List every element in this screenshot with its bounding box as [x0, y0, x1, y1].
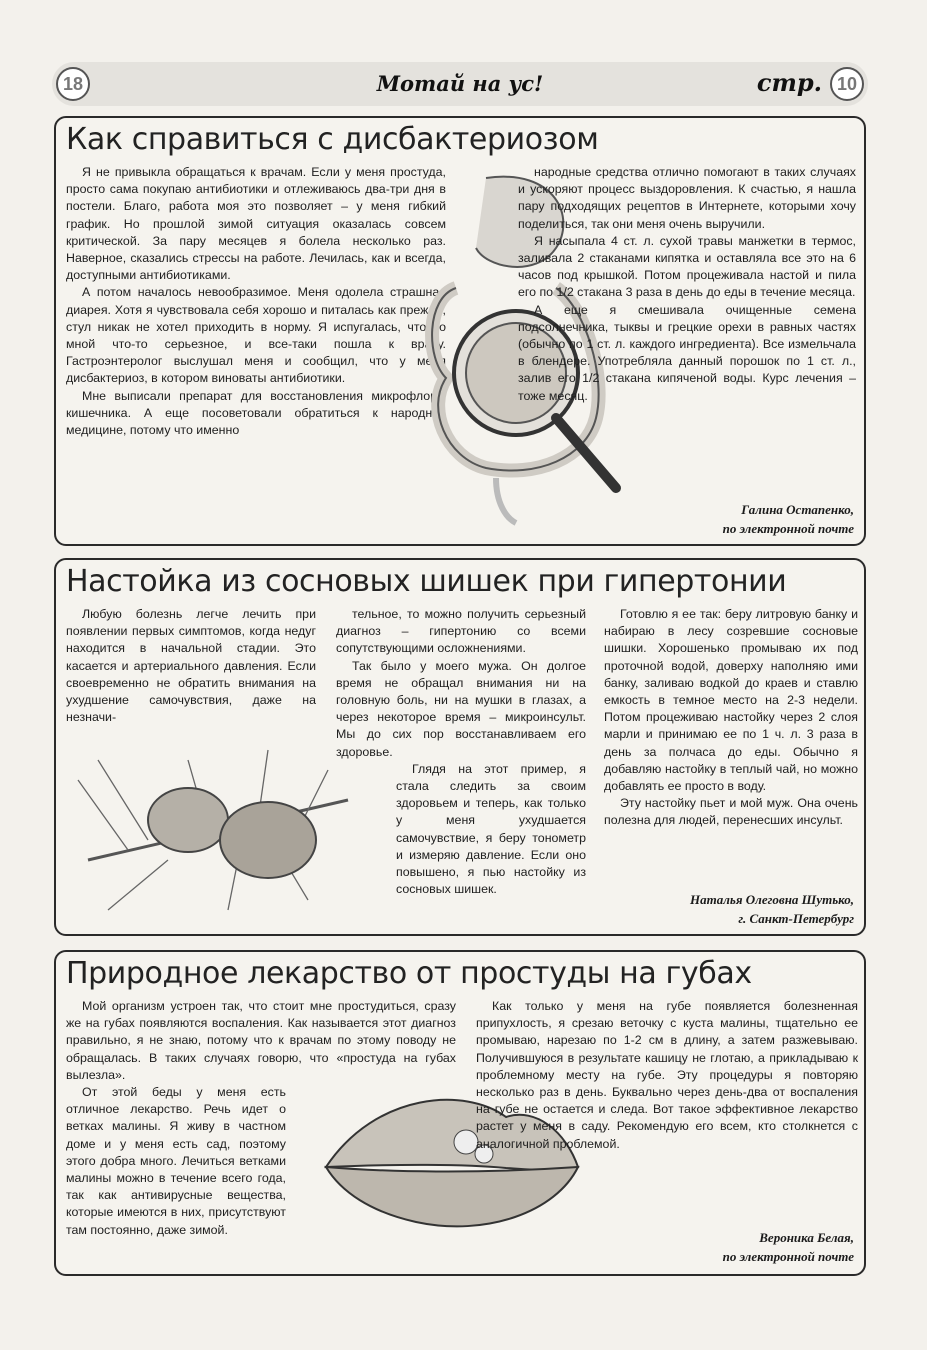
- article-title: Как справиться с дисбактериозом: [66, 122, 599, 157]
- paragraph: Я не привыкла обращаться к врачам. Если у меня простуда, просто сама покупаю антибиотики и отлеживаюсь два-три дня в постели. Благо, работа моя это позволяет – у меня гибкий график. Но прошлой зимой ситуация оказалась совсем критической. За пару месяцев я болела несколько раз. Наверное, сказались стрессы на работе. Лечилась, как и всегда, доступными антибиотиками.: [66, 165, 446, 283]
- article-title: Настойка из сосновых шишек при гипертонии: [66, 564, 787, 599]
- article-title: Природное лекарство от простуды на губах: [66, 956, 752, 991]
- paragraph: тельное, то можно получить серьезный диагноз – гипертонию со всеми сопутствующими осложнениями.: [336, 607, 586, 656]
- paragraph: народные средства отлично помогают в таких случаях и ускоряют процесс выздоровления. К счастью, я нашла пару подходящих рецептов в Интернете, которыми хочу поделиться, так они меня очень выручили.: [518, 165, 856, 231]
- article-column-3: [604, 606, 858, 830]
- page-header: [52, 62, 868, 106]
- paragraph: А потом началось невообразимое. Меня одолела страшная диарея. Хотя я чувствовала себя хорошо и питалась как прежде, стул никак не хотел приходить в норму. Я испугалась, что со мной что-то серьезное, и все-таки пошла к врачу. Гастроэнтеролог выслушал меня и сообщил, что у меня дисбактериоз, в котором виноваты антибиотики.: [66, 285, 446, 386]
- article-lip-cold: [54, 950, 866, 1276]
- page-number-left: 18: [56, 67, 90, 101]
- signature-name: Наталья Олеговна Шутько,: [690, 892, 854, 907]
- paragraph: Как только у меня на губе появляется болезненная припухлость, я срезаю веточку с куста малины, тщательно ее промываю, нарезаю по 1-2 см в длину, а затем разжевываю. Получившуюся в результате кашицу не глотаю, а прикладываю к проблемному месту на губе. Эту процедуры я повторяю несколько раз в день. Буквально через день-два от воспаления на губе не остается и следа. Вот такое эффективное лекарство растет у меня в саду. Рекомендую его всем, кто столкнется с аналогичной проблемой.: [476, 999, 858, 1151]
- signature-place: г. Санкт-Петербург: [738, 911, 854, 926]
- signature: [690, 890, 854, 928]
- pine-cone-illustration: [68, 740, 368, 920]
- paragraph: От этой беды у меня есть отличное лекарство. Речь идет о ветках малины. Я живу в частном доме и у меня есть сад, поэтому этого добра много. Лечиться ветками малины можно в течение всего года, так как антивирусные вещества, которые имеются в них, присутствуют там постоянно, даже зимой.: [66, 1085, 286, 1237]
- signature-place: по электронной почте: [722, 521, 854, 536]
- signature: [723, 500, 854, 538]
- page-number-right: 10: [830, 67, 864, 101]
- signature-place: по электронной почте: [722, 1249, 854, 1264]
- paragraph: Так было у моего мужа. Он долгое время не обращал внимания ни на головную боль, ни на мушки в глазах, а через некоторое время – микроинсульт. Мы до сих пор восстанавливаем его здоровье.: [336, 658, 586, 759]
- paragraph: А еще я смешивала очищенные семена подсолнечника, тыквы и грецкие орехи в равных частях (обычно по 1 ст. л. каждого ингредиента). Все измельчала в блендере. Употребляла данный порошок по 1 ст. л., залив его 1/2 стакана кипяченой воды. Курс лечения – тоже месяц.: [518, 302, 856, 403]
- article-column-1: [66, 606, 316, 726]
- signature: [723, 1228, 854, 1266]
- paragraph: Глядя на этот пример, я стала следить за своим здоровьем и теперь, как только у меня ухудшается самочувствие, я беру тонометр и измеряю давление. Если оно повышено, я пью настойку из сосновых шишек.: [396, 761, 586, 897]
- signature-name: Галина Остапенко,: [741, 502, 854, 517]
- paragraph: Мне выписали препарат для восстановления микрофлоры кишечника. А еще посоветовали обратиться к народной медицине, потому что именно: [66, 388, 446, 438]
- signature-name: Вероника Белая,: [759, 1230, 854, 1245]
- section-title: Мотай на ус!: [376, 71, 544, 96]
- article-dysbacteriosis: [54, 116, 866, 546]
- page-label: стр.: [756, 68, 822, 97]
- paragraph: Готовлю я ее так: беру литровую банку и набираю в лесу созревшие сосновые шишки. Хорошенько промываю их под проточной водой, доверху наполняю ими банку, заливаю водкой до краев и ставлю емкость в темное место на 2-3 недели. Потом процеживаю настойку через 2 слоя марли и принимаю ее по 1 ч. л. 3 раза в день за полчаса до еды. Обычно я добавляю настойку в теплый чай, но можно добавлять ее просто в воду.: [604, 607, 858, 794]
- article-pine-cones: [54, 558, 866, 936]
- article-right-column: [476, 998, 858, 1153]
- paragraph: Эту настойку пьет и мой муж. Она очень полезна для людей, перенесших инсульт.: [604, 796, 858, 828]
- article-column-2: [336, 606, 586, 898]
- paragraph: Мой организм устроен так, что стоит мне простудиться, сразу же на губах появляются воспаления. Как называется этот диагноз правильно, я не знаю, потому что к врачам по этому поводу не обращалась. В таких случаях говорю, что «простуда на губах вылезла».: [66, 999, 456, 1082]
- paragraph: Любую болезнь легче лечить при появлении первых симптомов, когда недуг находится в начальной стадии. Это касается и артериального давления. Если своевременно не обратить внимания на ухудшение самочувствия, даже на незначи-: [66, 607, 316, 725]
- article-right-column: [518, 164, 856, 405]
- paragraph: Я насыпала 4 ст. л. сухой травы манжетки в термос, заливала 2 стаканами кипятка и оставляла все это на 6 часов под крышкой. Потом процеживала настой и пила его по 1/2 стакана 3 раза в день до еды в течение месяца.: [518, 233, 856, 300]
